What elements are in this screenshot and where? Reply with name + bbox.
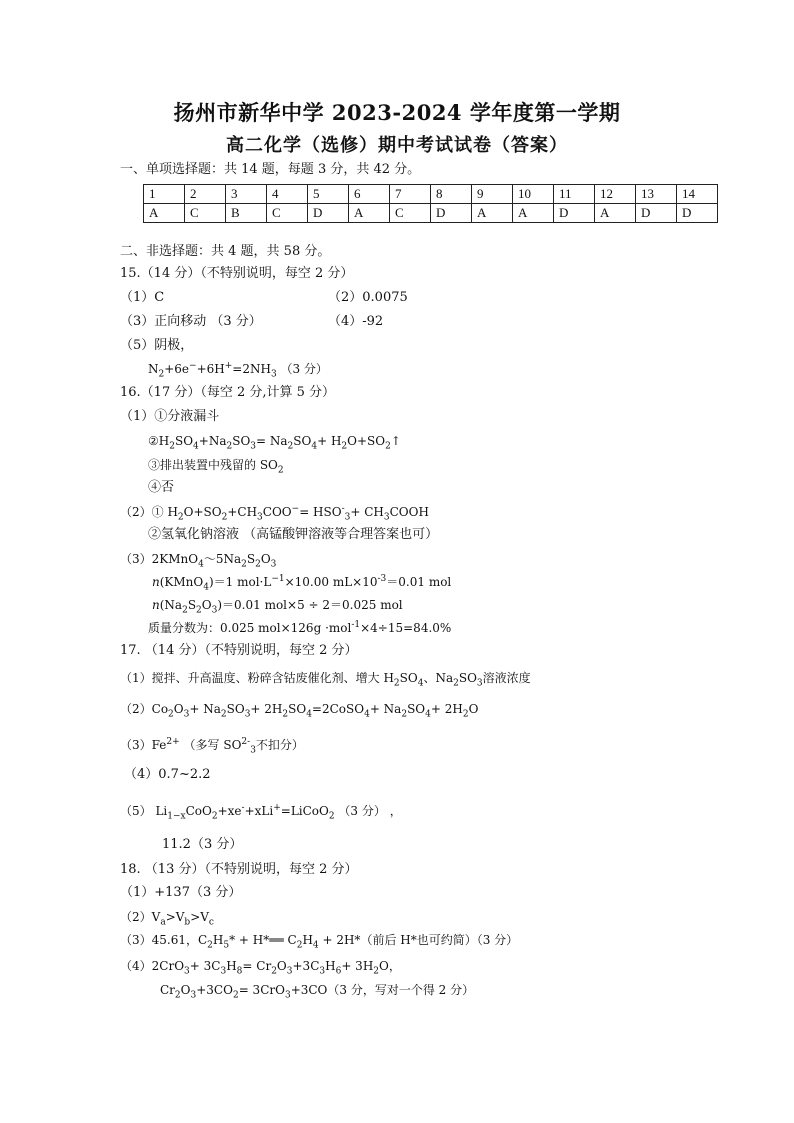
q15-answer-4: （4）-92 bbox=[328, 314, 384, 329]
q16-part1-3: ③排出装置中残留的 $SO_2$ bbox=[148, 458, 284, 476]
q16-part3-calc-2: $n(Na_2S_2O_3)=0.01$ mol×5 ÷ 2＝0.025 mol bbox=[152, 598, 403, 616]
q17-answer-5-part2: 11.2（3 分） bbox=[162, 837, 243, 852]
q16-heading: 16.（17 分）（每空 2 分,计算 5 分） bbox=[120, 385, 336, 400]
q18-answer-1: （1）+137（3 分） bbox=[120, 885, 242, 900]
answer-cell: A bbox=[144, 204, 185, 223]
answer-cell: D bbox=[431, 204, 472, 223]
q17-answer-3: $(3)Fe^{2+}$ （多写 $SO^{2-}_3$不扣分） bbox=[120, 737, 304, 756]
q17-answer-2: $(2)Co_2O_3+ Na_2SO_3+$ $2H_2SO_4=2CoSO_4+ Na_2SO_4+ 2H_2O$ bbox=[120, 702, 479, 720]
q16-part2-2: ②氢氧化钠溶液 （高锰酸钾溶液等合理答案也可） bbox=[148, 527, 439, 542]
answer-table-answer-row bbox=[144, 204, 718, 223]
answer-cell: A bbox=[472, 204, 513, 223]
q15-answer-2: （2）0.0075 bbox=[328, 290, 408, 305]
document-subtitle: 高二化学（选修）期中考试试卷（答案） bbox=[226, 135, 568, 156]
q15-answer-1: （1）C bbox=[120, 290, 165, 305]
question-number: 3 bbox=[226, 185, 267, 204]
q15-equation: $N_2+6e^-+6H^+=2NH_3$ （3 分） bbox=[148, 361, 328, 380]
q17-heading: 17. （14 分）（不特别说明，每空 2 分） bbox=[120, 643, 358, 658]
question-number: 11 bbox=[554, 185, 595, 204]
question-number: 13 bbox=[636, 185, 677, 204]
q16-part3-result: 质量分数为：0.025 mol×126g ·mol$^{-1}$×4÷15=84.0% bbox=[148, 620, 452, 635]
question-number: 4 bbox=[267, 185, 308, 204]
question-number: 2 bbox=[185, 185, 226, 204]
answer-cell: D bbox=[636, 204, 677, 223]
answer-cell: C bbox=[390, 204, 431, 223]
answer-cell: D bbox=[554, 204, 595, 223]
q18-answer-4-line2: $Cr_2O_3+3CO_2= 3CrO_3+3CO(3$ 分，写对一个得 2 分） bbox=[160, 983, 475, 1001]
question-number: 14 bbox=[677, 185, 718, 204]
answer-cell: C bbox=[267, 204, 308, 223]
answer-cell: A bbox=[349, 204, 390, 223]
q16-part2-1: （2）① $H_2O+SO_2+CH_3COO^-= HSO^-_3+$ $CH_3COOH$ bbox=[120, 504, 429, 523]
question-number: 10 bbox=[513, 185, 554, 204]
q16-part1-1: （1）①分液漏斗 bbox=[120, 409, 220, 424]
answer-cell: A bbox=[595, 204, 636, 223]
q18-answer-3: （3）45.61，$C_2H_5*$ + H*══ $C_2H_4 + 2H*$（前后 H*也可约简）（3 分） bbox=[120, 933, 519, 951]
q17-answer-4: （4）0.7~2.2 bbox=[124, 767, 211, 782]
question-number: 12 bbox=[595, 185, 636, 204]
answer-cell: D bbox=[677, 204, 718, 223]
q15-heading: 15.（14 分）（不特别说明，每空 2 分） bbox=[120, 266, 354, 281]
answer-cell: D bbox=[308, 204, 349, 223]
section1-heading: 一、单项选择题：共 14 题，每题 3 分，共 42 分。 bbox=[120, 162, 421, 177]
q16-part3-relation: $(3)2KMnO_4\sim 5Na_2S_2O_3$ bbox=[120, 552, 277, 570]
q18-heading: 18. （13 分）（不特别说明，每空 2 分） bbox=[120, 862, 358, 877]
answer-table-number-row bbox=[144, 185, 718, 204]
q17-answer-5: （5） $Li_{1-x}CoO_2+xe^-+xLi^+=LiCoO_2$ （3 分） ， bbox=[120, 803, 402, 822]
answer-table bbox=[143, 184, 718, 223]
q16-part1-2: $②H_2SO_4+Na_2SO_3= Na_2SO_4+$ $H_2O+SO_2↑$ bbox=[148, 434, 401, 452]
q18-answer-2: $(2)V_a>V_b>V_c$ bbox=[120, 910, 214, 928]
question-number: 6 bbox=[349, 185, 390, 204]
question-number: 8 bbox=[431, 185, 472, 204]
answer-cell: C bbox=[185, 204, 226, 223]
answer-cell: B bbox=[226, 204, 267, 223]
q16-part1-4: ④否 bbox=[148, 480, 175, 495]
document-title: 扬州市新华中学 2023-2024 学年度第一学期 bbox=[173, 100, 621, 125]
q16-part3-calc-1: n(KMnO$_4$)＝1 $mol\cdot L^{-1}\times 10.00$ $mL\times 10^{-3}=0.01$ mol bbox=[152, 574, 452, 593]
section2-heading: 二、非选择题：共 4 题，共 58 分。 bbox=[120, 244, 331, 259]
q18-answer-4-line1: $(4)2CrO_3+ 3C_3H_8= Cr_2O_3+3C_3H_6+ 3H_2O$， bbox=[120, 959, 401, 977]
q15-answer-5: （5）阴极， bbox=[120, 338, 194, 353]
question-number: 7 bbox=[390, 185, 431, 204]
question-number: 1 bbox=[144, 185, 185, 204]
answer-cell: A bbox=[513, 204, 554, 223]
question-number: 5 bbox=[308, 185, 349, 204]
q17-answer-1: （1）搅拌、升高温度、粉碎含钴废催化剂、增大 $H_2SO_4$、$Na_2SO_3$溶液浓度 bbox=[120, 671, 531, 689]
q15-answer-3: （3）正向移动 （3 分） bbox=[120, 314, 262, 329]
question-number: 9 bbox=[472, 185, 513, 204]
